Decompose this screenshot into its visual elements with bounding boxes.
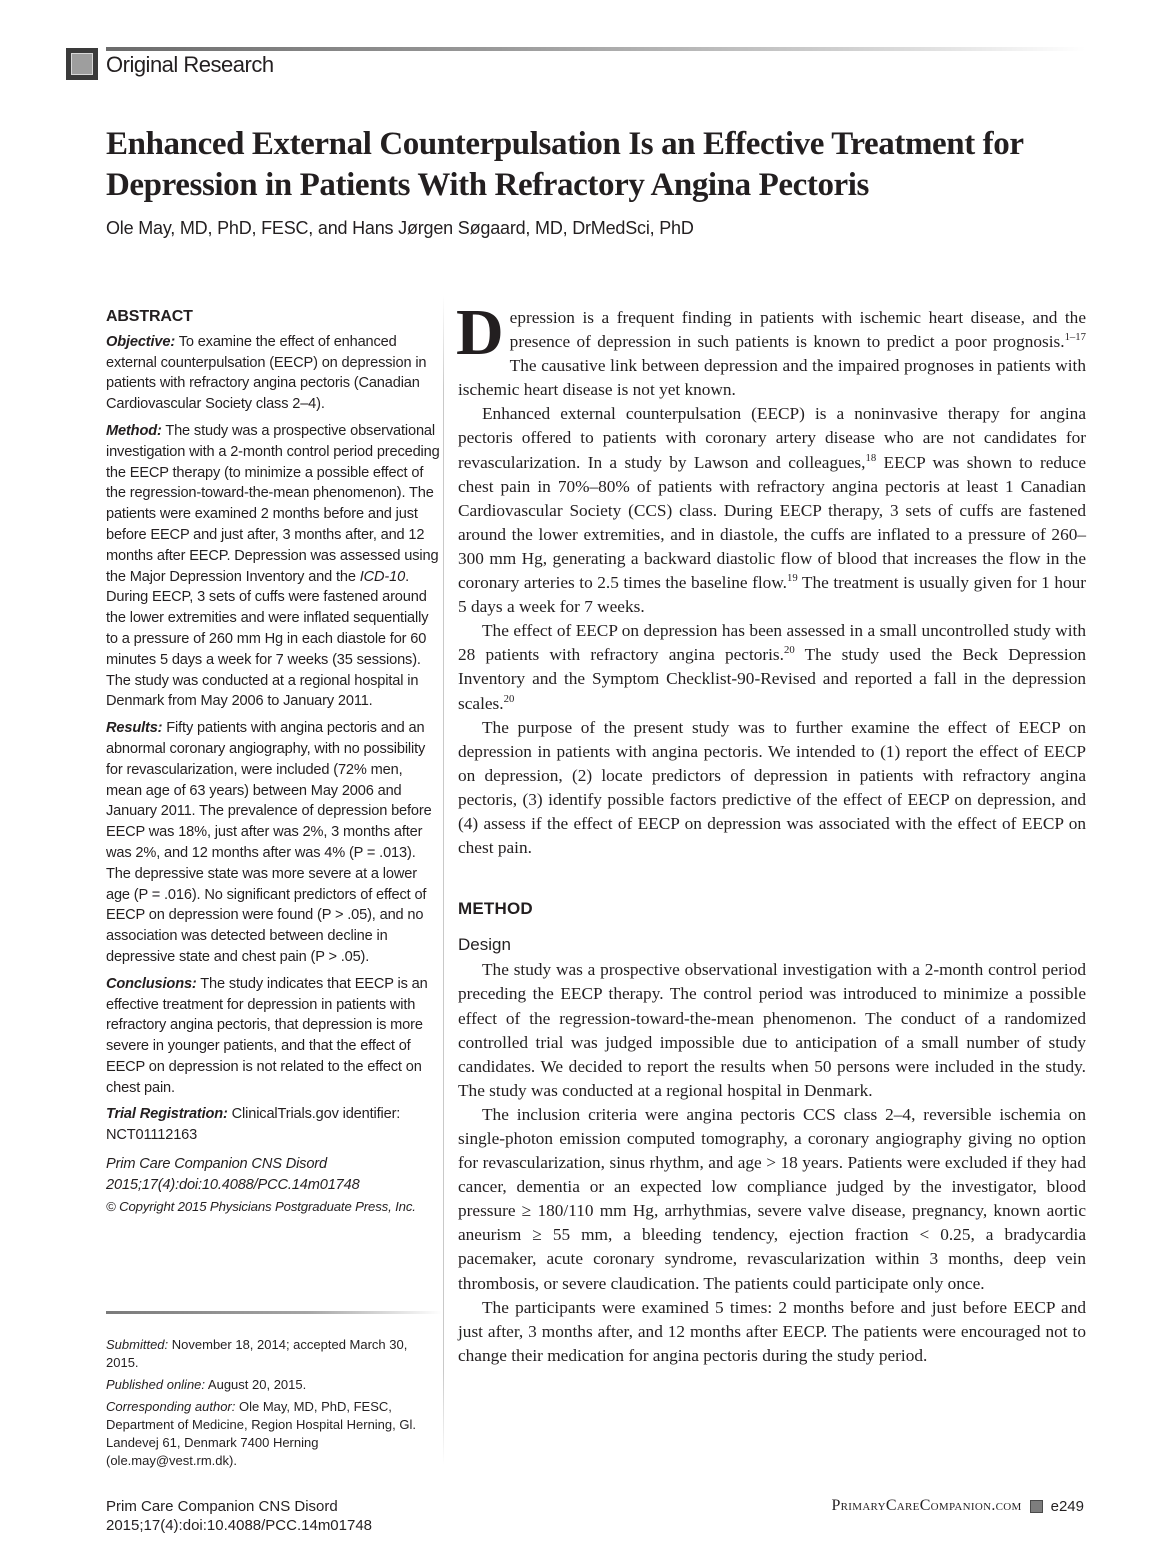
submitted-info: Submitted: November 18, 2014; accepted March 30, 2015. [106, 1337, 408, 1370]
abstract-divider [106, 1311, 442, 1314]
body-paragraph: The study was a prospective observational investigation with a 2-month control period preceding the EECP therapy. The control period was introduced to minimize a possible effect of the regression-toward-the-mean phenomenon. The conduct of a randomized controlled trial was judged impossible due to anticipation of a small number of study candidates. We decided to report the results when 50 persons were included in the study. The study was conducted at a regional hospital in Denmark. [458, 960, 1086, 1100]
abstract-trial-registration: Trial Registration: ClinicalTrials.gov identifier: NCT01112163 [106, 1106, 401, 1144]
method-heading: METHOD [458, 899, 533, 919]
author-list: Ole May, MD, PhD, FESC, and Hans Jørgen Søgaard, MD, DrMedSci, PhD [106, 218, 694, 238]
abstract-column [106, 307, 442, 1217]
body-paragraph: The inclusion criteria were angina pectoris CCS class 2–4, reversible ischemia on single-photon emission computed tomography, a coronary angiography giving no option for revascularization, sinus rhythm, and age > 18 years. Patients were excluded if they had cancer, dementia or an expected low compliance judged by the investigator, blood pressure ≥ 180/110 mm Hg, arrhythmias, severe valve disease, pregnancy, known aortic aneurism ≥ 55 mm, a bleeding tendency, ejection fraction < 0.25, a bradycardia pacemaker, acute coronary syndrome, revascularization within 3 months, deep vein thrombosis, or severe claudication. The patients could participate only once. [458, 1104, 1086, 1293]
footer-journal-citation: Prim Care Companion CNS Disord 2015;17(4):doi:10.4088/PCC.14m01748 [106, 1498, 373, 1534]
column-divider [443, 295, 444, 1465]
design-subheading: Design [458, 935, 511, 955]
article-title: Enhanced External Counterpulsation Is an Effective Treatment for Depression in Patients With Refractory Angina Pectoris [106, 126, 1024, 203]
body-paragraph: The effect of EECP on depression has been assessed in a small uncontrolled study with 28 patients with refractory angina pectoris.$^{20}$ The study used the Beck Depression Inventory and the Symptom Checklist-90-Revised and reported a fall in the depression scales.$^{20}$ [458, 621, 1086, 713]
body-paragraph: The participants were examined 5 times: 2 months before and just before EECP and just after, 3 months after, and 12 months after EECP. The patients were encouraged not to change their medication for angina pectoris during the study period. [458, 1297, 1086, 1365]
drop-cap: D [456, 296, 504, 369]
footer-page-info [831, 1497, 1084, 1515]
square-separator-icon [1030, 1500, 1043, 1513]
square-bullet-icon [66, 48, 98, 80]
header-rule [106, 47, 1086, 51]
page-number: e249 [1050, 1497, 1084, 1515]
corresponding-author: Corresponding author: Ole May, MD, PhD, FESC, Department of Medicine, Region Hospital Herning, Gl. Landevej 61, Denmark 7400 Herning (ole.may@vest.rm.dk). [106, 1399, 416, 1468]
section-label: Original Research [106, 52, 274, 77]
body-column [456, 296, 1087, 1368]
abstract-method: Method: The study was a prospective observational investigation with a 2-month control period preceding the EECP therapy (to minimize a possible effect of the regression-toward-the-mean phenomenon). The patients were examined 2 months before and just before EECP and just after, 3 months after, and 12 months after EECP. Depression was assessed using the Major Depression Inventory and the ICD-10. During EECP, 3 sets of cuffs were fastened around the lower extremities and were inflated sequentially to a pressure of 260 mm Hg in each diastole for 60 minutes 5 days a week for 7 weeks (35 sessions). The study was conducted at a regional hospital in Denmark from May 2006 to January 2011. [106, 422, 440, 710]
body-paragraph: The purpose of the present study was to further examine the effect of EECP on depression in patients with angina pectoris. We intended to (1) report the effect of EECP on depression, (2) locate predictors of depression in patients with refractory angina pectoris, (3) identify possible factors predictive of the effect of EECP on depression, and (4) assess if the effect of EECP on depression was associated with the effect of EECP on chest pain. [458, 717, 1086, 858]
abstract-objective: Objective: To examine the effect of enhanced external counterpulsation (EECP) on depression in patients with refractory angina pectoris (Canadian Cardiovascular Society class 2–4). [106, 333, 427, 413]
abstract-conclusions: Conclusions: The study indicates that EECP is an effective treatment for depression in patients with refractory angina pectoris, that depression is more severe in younger patients, and that the effect of EECP on depression is not related to the effect on chest pain. [106, 975, 428, 1096]
article-meta [106, 1336, 442, 1474]
journal-website-link[interactable]: PrimaryCareCompanion.com [831, 1497, 1022, 1514]
abstract-results: Results: Fifty patients with angina pectoris and an abnormal coronary angiography, with no possibility for revascularization, were included (72% men, mean age of 63 years) between May 2006 and January 2011. The prevalence of depression before EECP was 18%, just after was 2%, 3 months after was 2%, and 12 months after was 4% (P = .013). The depressive state was more severe at a lower age (P = .016). No significant predictors of effect of EECP on depression were found (P > .05), and no association was detected between decline in depressive state and chest pain (P > .05). [106, 720, 432, 965]
body-paragraph: Depression is a frequent finding in patients with ischemic heart disease, and the presence of depression in such patients is known to predict a poor prognosis.$^{1-17}$ The causative link between depression and the impaired prognoses in patients with ischemic heart disease is not yet known. [456, 296, 1086, 400]
published-info: Published online: August 20, 2015. [106, 1377, 307, 1392]
body-paragraph: Enhanced external counterpulsation (EECP) is a noninvasive therapy for angina pectoris offered to patients with coronary artery disease who are not candidates for revascularization. In a study by Lawson and colleagues,$^{18}$ EECP was shown to reduce chest pain in 70%–80% of patients with refractory angina pectoris at least 1 Canadian Cardiovascular Society (CCS) class. During EECP therapy, 3 sets of cuffs are fastened around the lower extremities, and in diastole, the cuffs are inflated to a pressure of 260–300 mm Hg, generating a backward diastolic flow of blood that increases the flow in the coronary arteries to 2.5 times the baseline flow.$^{19}$ The treatment is usually given for 1 hour 5 days a week for 7 weeks. [458, 404, 1087, 617]
abstract-heading: ABSTRACT [106, 308, 193, 325]
abstract-citation: Prim Care Companion CNS Disord 2015;17(4):doi:10.4088/PCC.14m01748 © Copyright 2015 Physicians Postgraduate Press, Inc. [106, 1156, 416, 1215]
